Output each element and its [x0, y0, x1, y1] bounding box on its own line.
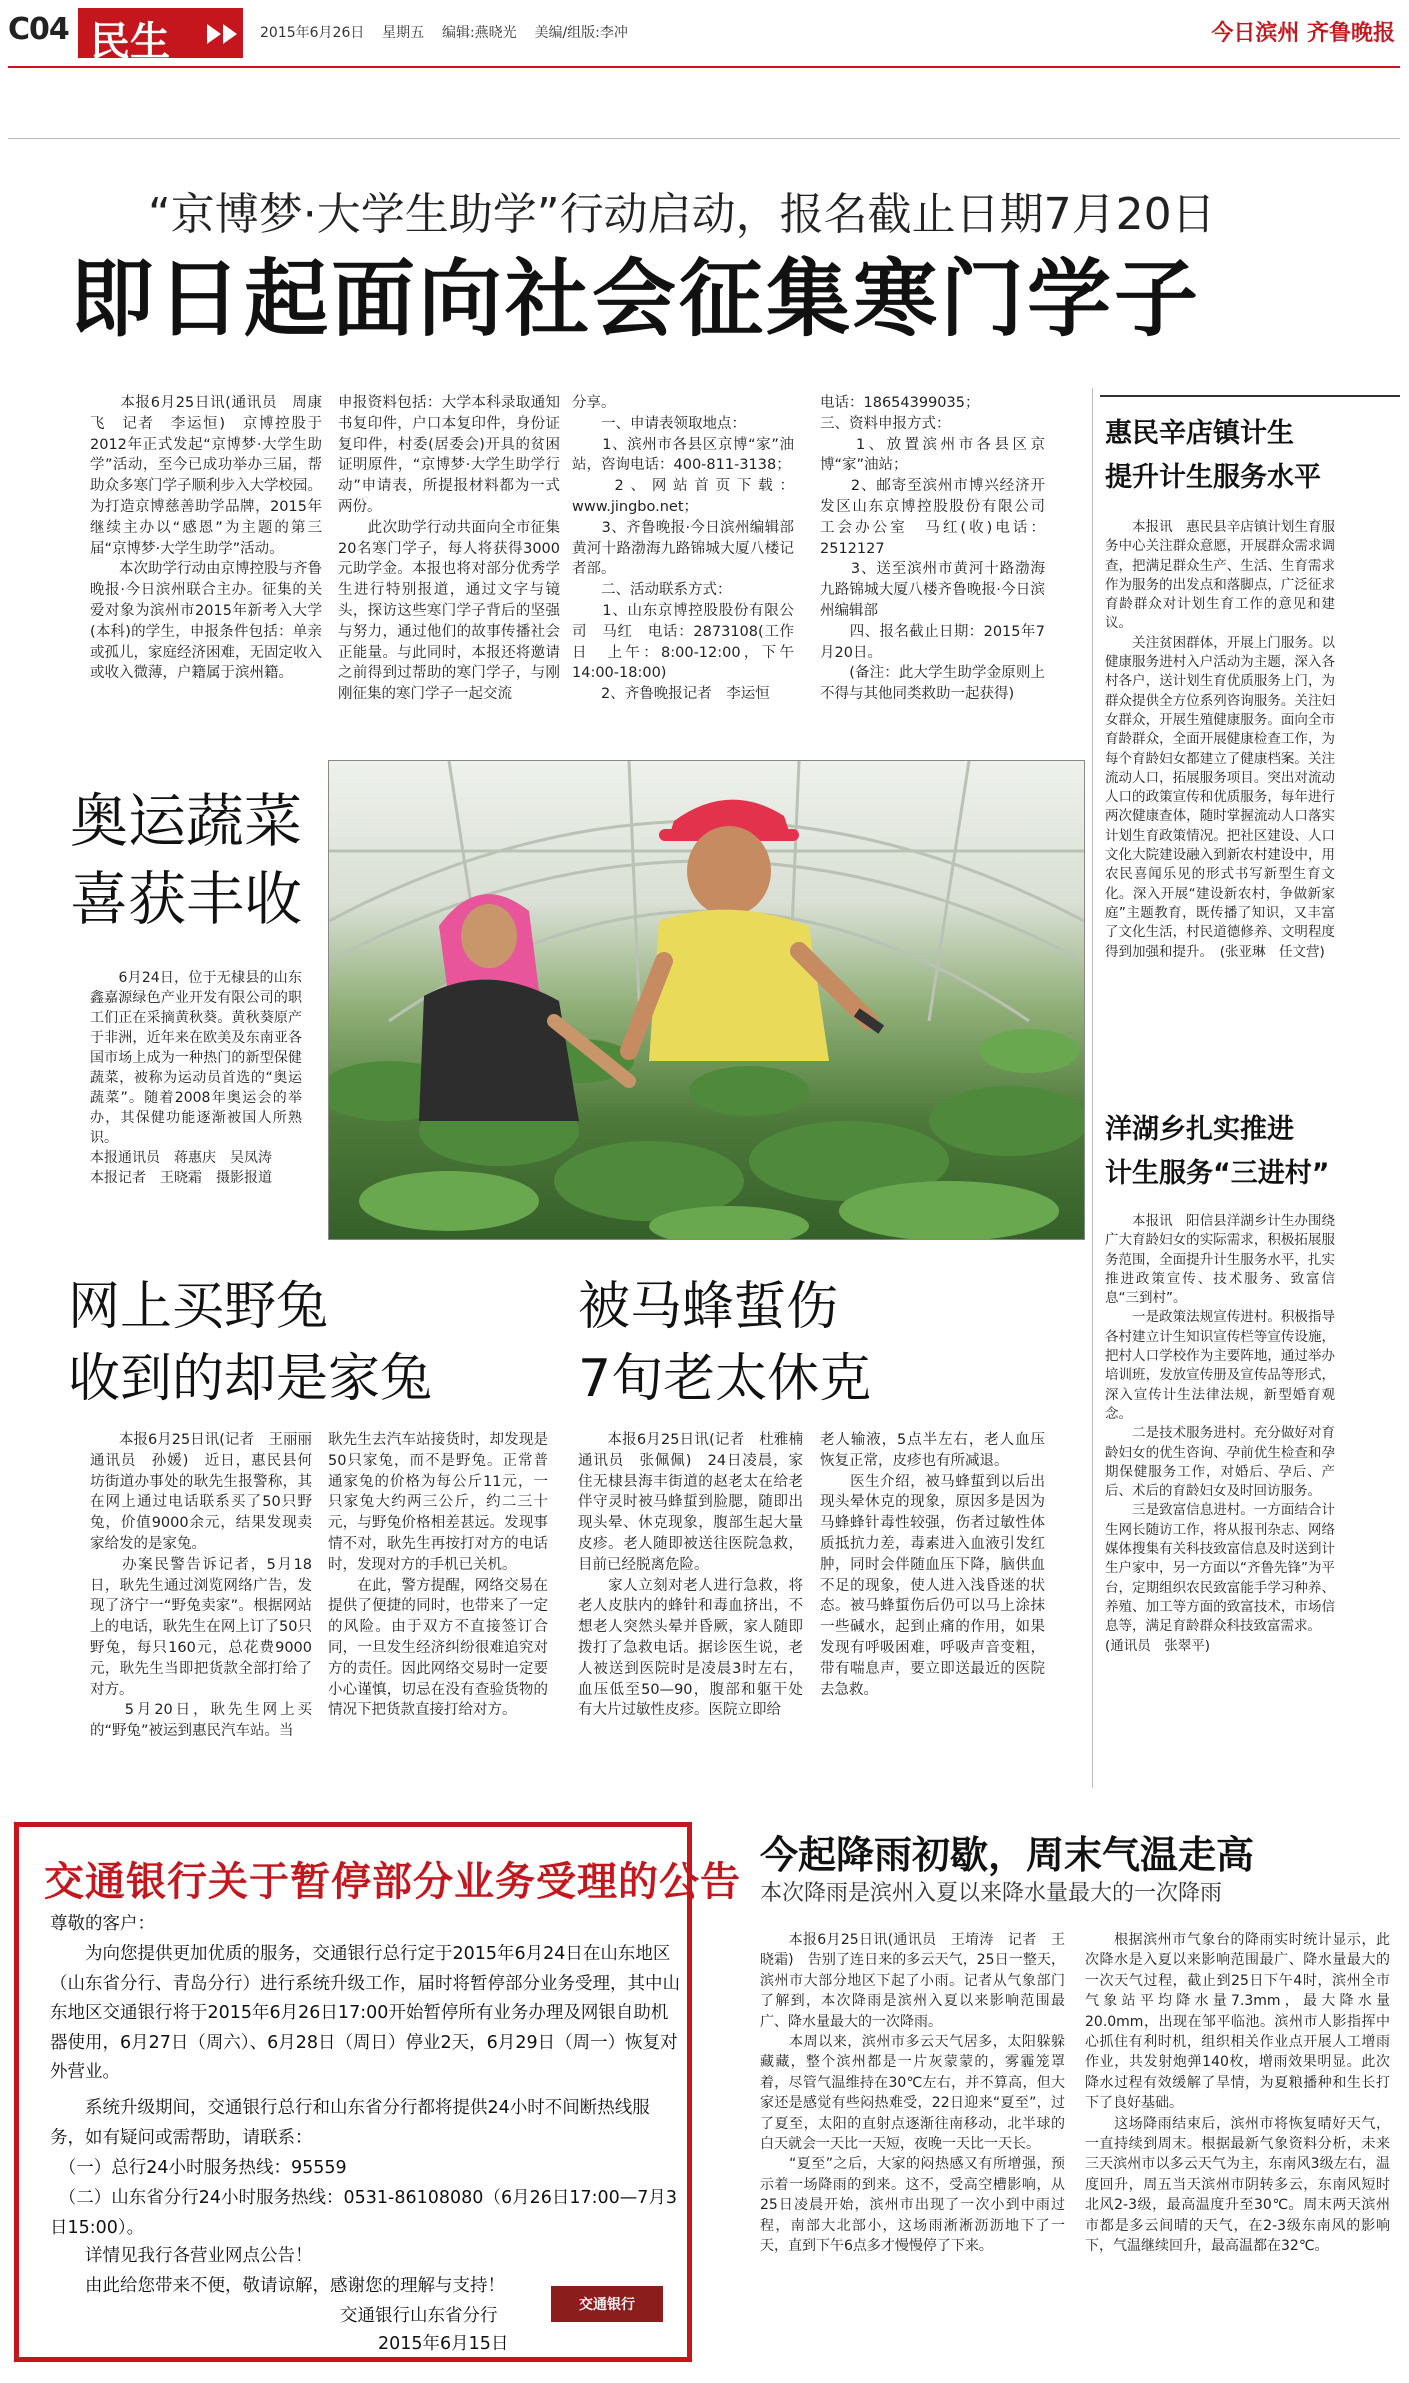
bee-column-1: 本报6月25日讯(记者 杜雅楠 通讯员 张佩佩) 24日凌晨，家住无棣县海丰街道的赵老太在给老伴守灵时被马蜂蜇到脸腮，随即出现头晕、休克现象，腹部生起大量皮疹。老人随即被送往医院急救，目前已经脱离危险。 家人立刻对老人进行急救，将老人皮肤内的蜂针和毒血挤出，不想老人突然头晕并昏厥，家人随即拨打了急救电话。据诊医生说，老人被送到医院时是凌晨3时左右，血压低至50—90，腹部和躯干处有大片过敏性皮疹。医院立即给 — [578, 1432, 803, 1719]
rabbit-title-line-2: 收到的却是家兔 — [68, 1349, 433, 1409]
header-rule — [8, 66, 1400, 68]
rabbit-title-line-1: 网上买野兔 — [68, 1277, 329, 1337]
lead-column-3: 分享。 一、申请表领取地点： 1、滨州市各县区京博“家”油站，咨询电话：400-811-3138； 2、网站首页下载：www.jingbo.net； 3、齐鲁晚报·今日滨州编辑部黄河十路渤海九路锦城大厦八楼记者部。 二、活动联系方式： 1、山东京博控股股份有限公司 马红 电话：2873108(工作日 上午：8:00-12:00，下午14:00-18:00) 2、齐鲁晚报记者 李运恒 — [572, 395, 794, 703]
okra-harvest-photo — [328, 760, 1085, 1240]
issue-meta: 2015年6月26日 星期五 编辑:燕晓光 美编/组版:李冲 — [260, 25, 628, 41]
bank-notice-hotline-1: （一）总行24小时服务热线：95559 — [50, 2158, 347, 2178]
sidebar-article-2-body: 本报讯 阳信县洋湖乡计生办围绕广大育龄妇女的实际需求，积极拓展服务范围，全面提升计生服务水平，扎实推进政策宣传、技术服务、致富信息“三到村”。 一是政策法规宣传进村。积极指导各村建立计生知识宣传栏等宣传设施，把村人口学校作为主要阵地，通过举办培训班，发放宣传册及宣传品等形式，深入宣传计生法律法规，新型婚育观念。 二是技术服务进村。充分做好对育龄妇女的优生咨询、孕前优生检查和孕期保健服务工作，对婚后、孕后、产后、术后的育龄妇女及时回访服务。 三是致富信息进村。一方面结合计生网长随访工作，将从报刊杂志、网络媒体搜集有关科技致富信息及时送到计生户家中，另一方面以“齐鲁先锋”为平台，定期组织农民致富能手学习种养、养殖、加工等方面的致富技术，市场信息等，满足育龄群众科技致富需求。 (通讯员 张翠平) — [1105, 1213, 1335, 1654]
bee-column-2: 老人输液，5点半左右，老人血压恢复正常，皮疹也有所减退。 医生介绍，被马蜂蜇到以后出现头晕休克的现象，原因多是因为马蜂蜂针毒性较强，伤者过敏性体质抵抗力差，毒素进入血液引发红肿，同时会伴随血压下降，脑供血不足的现象，使人进入浅昏迷的状态。被马蜂蜇伤后仍可以马上涂抹一些碱水，起到止痛的作用，如果发现有呼吸困难，呼吸声音变粗，带有喘息声，要立即送最近的医院去急救。 — [820, 1432, 1045, 1698]
bee-title-line-2: 7旬老太休克 — [578, 1349, 872, 1409]
weather-column-1: 本报6月25日讯(通讯员 王堉涛 记者 王晓霜) 告别了连日来的多云天气，25日一整天，滨州市大部分地区下起了小雨。记者从气象部门了解到，本次降雨是滨州入夏以来影响范围最广、降水量最大的一次降雨。 本周以来，滨州市多云天气居多，太阳躲躲藏藏，整个滨州都是一片灰蒙蒙的，雾霾笼罩着，尽管气温维持在30℃左右，并不算高，但大家还是感觉有些闷热难受，22日迎来“夏至”，过了夏至，太阳的直射点逐渐往南移动，北半球的白天就会一天比一天短，夜晚一天比一天长。 “夏至”之后，大家的闷热感又有所增强，预示着一场降雨的到来。这不，受高空槽影响，从25日凌晨开始，滨州市出现了一次小到中雨过程，南部大北部小，这场雨淅淅沥沥地下了一天，直到下午6点多才慢慢停了下来。 — [760, 1932, 1065, 2255]
newspaper-brand: 今日滨州 齐鲁晚报 — [1211, 21, 1395, 46]
weather-title: 今起降雨初歇，周末气温走高 — [760, 1833, 1255, 1877]
double-arrow-icon — [207, 24, 221, 44]
bank-notice-paragraph-1: 为向您提供更加优质的服务，交通银行总行定于2015年6月24日在山东地区（山东省分行、青岛分行）进行系统升级工作，届时将暂停部分业务受理，其中山东地区交通银行将于2015年6月26日17:00开始暂停所有业务办理及网银自助机器使用，6月27日（周六）、6月28日（周日）停业2天，6月29日（周一）恢复对外营业。 — [50, 1944, 680, 2082]
bank-notice-signature: 交通银行山东省分行 — [340, 2306, 498, 2326]
veg-caption: 6月24日，位于无棣县的山东鑫嘉源绿色产业开发有限公司的职工们正在采摘黄秋葵。黄秋葵原产于非洲，近年来在欧美及东南亚各国市场上成为一种热门的新型保健蔬菜，被称为运动员首选的“奥运蔬菜”。随着2008年奥运会的举办，其保健功能逐渐被国人所熟识。 本报通讯员 蒋惠庆 吴凤涛 本报记者 王晓霜 摄影报道 — [90, 970, 302, 1186]
header-thin-rule — [8, 138, 1400, 139]
section-name: 民生 — [90, 19, 170, 65]
sidebar-article-1-title-line-1: 惠民辛店镇计生 — [1105, 418, 1294, 449]
lead-column-1: 本报6月25日讯(通讯员 周康飞 记者 李运恒) 京博控股于2012年正式发起“京博梦·大学生助学”活动，至今已成功举办三届，帮助众多寒门学子顺利步入大学校园。为打造京博慈善助学品牌，2015年继续主办以“感恩”为主题的第三届“京博梦·大学生助学”活动。 本次助学行动由京博控股与齐鲁晚报·今日滨州联合主办。征集的关爱对象为滨州市2015年新考入大学(本科)的学生，申报条件包括：单亲或孤儿，家庭经济困难，无固定收入或收入微薄，户籍属于滨州籍。 — [90, 395, 322, 682]
column-divider — [1092, 388, 1093, 1788]
veg-title-line-1: 奥运蔬菜 — [70, 787, 303, 855]
bank-notice-paragraph-2: 系统升级期间，交通银行总行和山东省分行都将提供24小时不间断热线服务，如有疑问或需帮助，请联系： — [50, 2098, 650, 2148]
page-number: C04 — [8, 12, 69, 47]
sidebar-article-1-body: 本报讯 惠民县辛店镇计划生育服务中心关注群众意愿，开展群众需求调查，把满足群众生产、生活、生育需求作为服务的出发点和落脚点，广泛征求育龄群众对计划生育工作的意见和建议。 关注贫困群体，开展上门服务。以健康服务进村入户活动为主题，深入各村各户，送计划生育优质服务上门，为群众提供全方位系列咨询服务。关注妇女群众，开展生殖健康服务。面向全市育龄群众，全面开展健康检查工作，为每个育龄妇女都建立了健康档案。关注流动人口，拓展服务项目。突出对流动人口的政策宣传和优质服务，每年进行两次健康查体，随时掌握流动人口落实计划生育政策情况。把社区建设、人口文化大院建设融入到新农村建设中，用农民喜闻乐见的形式书写新型生育文化。深入开展“建设新农村，争做新家庭”主题教育，既传播了知识，又丰富了文化生活，村民道德修养、文明程度得到加强和提升。 (张亚琳 任文营) — [1105, 519, 1335, 960]
lead-column-4: 电话：18654399035； 三、资料申报方式： 1、放置滨州市各县区京博“家”油站； 2、邮寄至滨州市博兴经济开发区山东京博控股股份有限公司 工会办公室 马红(收)电话：2512127 3、送至滨州市黄河十路渤海九路锦城大厦八楼齐鲁晚报·今日滨州编辑部 四、报名截止日期：2015年7月20日。 (备注：此大学生助学金原则上不得与其他同类救助一起获得) — [820, 395, 1045, 703]
veg-title-line-2: 喜获丰收 — [70, 865, 303, 933]
double-arrow-icon-2 — [223, 24, 237, 44]
lead-column-2: 申报资料包括：大学本科录取通知书复印件，户口本复印件，身份证复印件，村委(居委会)开具的贫困证明原件，“京博梦·大学生助学行动”申请表，所提报材料都为一式两份。 此次助学行动共面向全市征集20名寒门学子，每人将获得3000元助学金。本报也将对部分优秀学生进行特别报道，通过文字与镜头，探访这些寒门学子背后的坚强与努力，通过他们的故事传播社会正能量。与此同时，本报还将邀请之前得到过帮助的寒门学子，与刚刚征集的寒门学子一起交流 — [338, 395, 560, 703]
sidebar-article-2-title-line-2: 计生服务“三进村” — [1105, 1158, 1330, 1189]
bank-notice-salutation: 尊敬的客户： — [50, 1914, 155, 1934]
greenhouse-illustration — [329, 761, 1084, 1239]
sidebar-article-1-title-line-2: 提升计生服务水平 — [1105, 462, 1321, 493]
sidebar-article-2-title-line-1: 洋湖乡扎实推进 — [1105, 1114, 1294, 1145]
bee-title-line-1: 被马蜂蜇伤 — [578, 1277, 839, 1337]
bank-notice-hotline-2: （二）山东省分行24小时服务热线：0531-86108080（6月26日17:00—7月3日15:00）。 — [50, 2188, 678, 2238]
bank-notice-paragraph-6: 由此给您带来不便，敬请谅解，感谢您的理解与支持！ — [50, 2276, 505, 2296]
weather-column-2: 根据滨州市气象台的降雨实时统计显示，此次降水是入夏以来影响范围最广、降水量最大的一次天气过程，截止到25日下午4时，滨州全市气象站平均降水量7.3mm，最大降水量20.0mm，出现在邹平临池。滨州市人影指挥中心抓住有利时机，组织相关作业点开展人工增雨作业，共发射炮弹140枚，增雨效果明显。此次降水过程有效缓解了旱情，为夏粮播种和生长打下了良好基础。 这场降雨结束后，滨州市将恢复晴好天气，一直持续到周末。根据最新气象资料分析，未来三天滨州市以多云天气为主，东南风3级左右，温度回升，周五当天滨州市阴转多云，东南风短时北风2-3级，最高温度升至30℃。周末两天滨州市都是多云间晴的天气，在2-3级东南风的影响下，气温继续回升，最高温都在32℃。 — [1085, 1932, 1390, 2255]
bank-notice-date: 2015年6月15日 — [378, 2334, 509, 2354]
lead-title: 即日起面向社会征集寒门学子 — [70, 250, 1202, 348]
weather-subtitle: 本次降雨是滨州入夏以来降水量最大的一次降雨 — [760, 1881, 1223, 1906]
bank-notice-paragraph-5: 详情见我行各营业网点公告！ — [50, 2246, 313, 2266]
sidebar-rule — [1100, 395, 1400, 397]
bank-notice-title: 交通银行关于暂停部分业务受理的公告 — [44, 1859, 741, 1905]
rabbit-column-1: 本报6月25日讯(记者 王丽丽 通讯员 孙媛) 近日，惠民县何坊街道办事处的耿先生报警称，其在网上通过电话联系买了50只野兔，价值9000余元，结果发现卖家给发的是家兔。 办案民警告诉记者，5月18日，耿先生通过浏览网络广告，发现了济宁一“野兔卖家”。根据网站上的电话，耿先生在网上订了50只野兔，每只160元，总花费9000元，耿先生当即把货款全部打给了对方。 5月20日，耿先生网上买的“野兔”被运到惠民汽车站。当 — [90, 1432, 312, 1740]
lead-subtitle: “京博梦·大学生助学”行动启动，报名截止日期7月20日 — [148, 189, 1216, 240]
worker-left — [419, 894, 629, 1121]
rabbit-column-2: 耿先生去汽车站接货时，却发现是50只家兔，而不是野兔。正常普通家兔的价格为每公斤11元，一只家兔大约两三公斤，约二三十元，与野兔价格相差甚远。发现事情不对，耿先生再按打对方的电话时，发现对方的手机已关机。 在此，警方提醒，网络交易在提供了便捷的同时，也带来了一定的风险。由于双方不直接签订合同，一旦发生经济纠纷很难追究对方的责任。因此网络交易时一定要小心谨慎，切忌在没有查验货物的情况下把货款直接打给对方。 — [328, 1432, 548, 1719]
bank-logo: 交通银行 — [551, 2286, 663, 2322]
